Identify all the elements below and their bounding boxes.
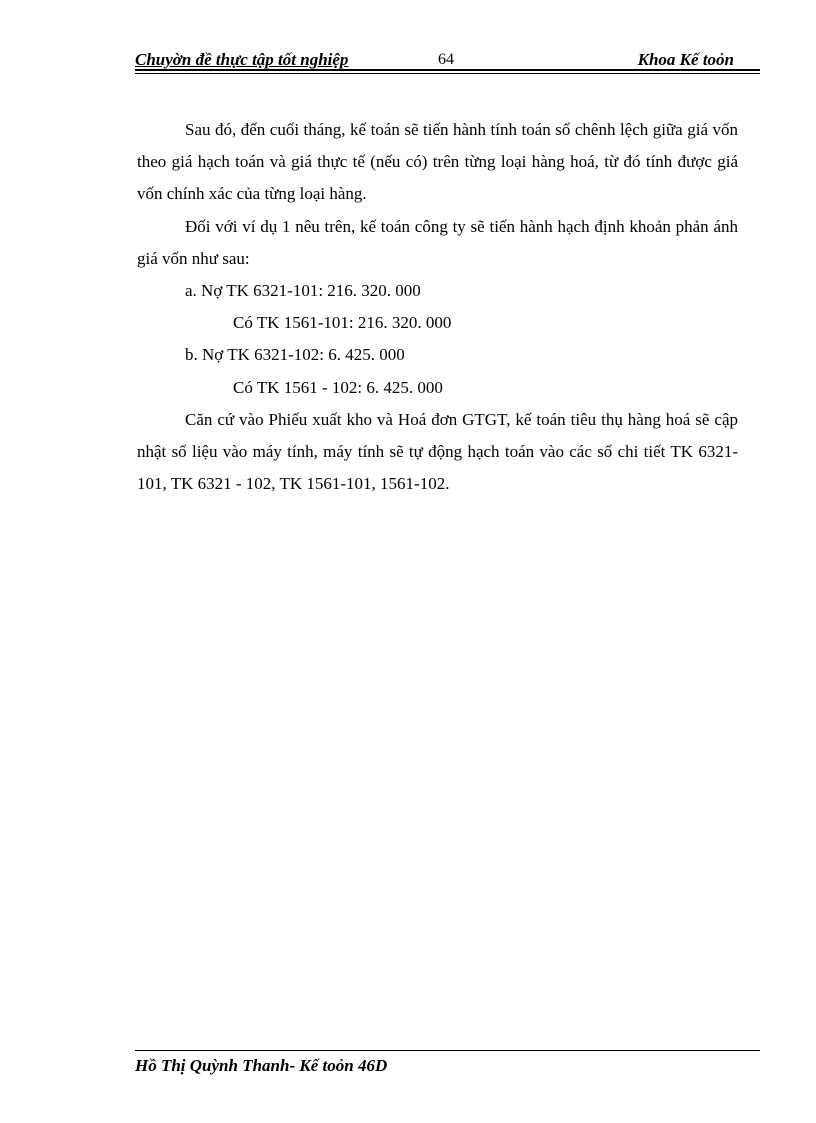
page-header — [135, 50, 760, 70]
footer-author: Hồ Thị Quỳnh Thanh- Kế toỏn 46D — [135, 1056, 388, 1075]
header-title: Chuyờn đề thực tập tốt nghiệp — [135, 50, 349, 69]
paragraph-2: Đối với ví dụ 1 nêu trên, kế toán công ty sẽ tiến hành hạch định khoản phản ánh giá vốn như sau: — [137, 216, 738, 268]
journal-entry-b-debit: b. Nợ TK 6321-102: 6. 425. 000 — [185, 345, 405, 365]
paragraph-3: Căn cứ vào Phiếu xuất kho và Hoá đơn GTGT, kế toán tiêu thụ hàng hoá sẽ cập nhật số liệu vào máy tính, máy tính sẽ tự động hạch toán vào các sổ chi tiết TK 6321-101, TK 6321 - 102, TK 1561-101, 1561-102. — [137, 409, 738, 494]
header-department: Khoa Kế toỏn — [637, 50, 734, 69]
journal-entry-a-debit: a. Nợ TK 6321-101: 216. 320. 000 — [185, 281, 421, 301]
footer-rule — [135, 1050, 760, 1051]
header-rule-thin — [135, 73, 760, 74]
page-number: 64 — [438, 51, 454, 68]
header-rule-thick — [135, 69, 760, 71]
document-body — [137, 114, 738, 500]
journal-entry-a-credit: Có TK 1561-101: 216. 320. 000 — [233, 313, 452, 333]
paragraph-1: Sau đó, đến cuối tháng, kế toán sẽ tiến hành tính toán số chênh lệch giữa giá vốn theo giá hạch toán và giá thực tế (nếu có) trên từng loại hàng hoá, từ đó tính được giá vốn chính xác của từng loại hàng. — [137, 120, 738, 204]
journal-entry-b-credit: Có TK 1561 - 102: 6. 425. 000 — [233, 377, 443, 397]
